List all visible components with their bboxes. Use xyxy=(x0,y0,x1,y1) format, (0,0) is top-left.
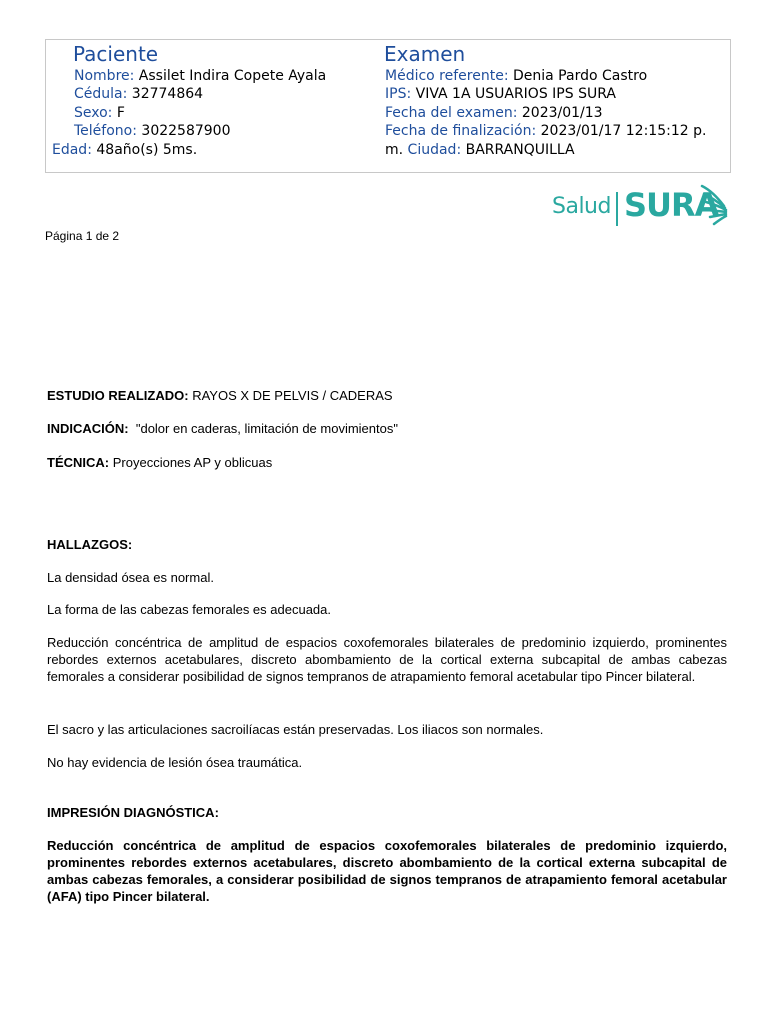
exam-date: 2023/01/13 xyxy=(521,105,603,121)
patient-name: Assilet Indira Copete Ayala xyxy=(138,68,327,84)
finding-item: El sacro y las articulaciones sacroilíacas están preservadas. Los iliacos son normales. xyxy=(47,722,544,737)
finding-item: No hay evidencia de lesión ósea traumática. xyxy=(47,755,303,770)
date-label: Fecha del examen: xyxy=(385,105,518,121)
exam-section-title: Examen xyxy=(384,42,466,66)
finding-item: La densidad ósea es normal. xyxy=(47,570,214,585)
study-label: ESTUDIO REALIZADO: xyxy=(47,388,189,403)
patient-sex-line xyxy=(74,104,125,122)
page-number: Página 1 de 2 xyxy=(45,229,120,243)
exam-city-line xyxy=(385,141,575,159)
exam-city: BARRANQUILLA xyxy=(465,142,575,158)
findings-heading: HALLAZGOS: xyxy=(47,537,133,552)
exam-doctor-line xyxy=(385,67,647,85)
id-label: Cédula: xyxy=(74,86,128,102)
impression-heading: IMPRESIÓN DIAGNÓSTICA: xyxy=(47,805,219,820)
exam-end-cont: m. xyxy=(385,142,404,158)
city-label: Ciudad: xyxy=(407,142,462,158)
ips-label: IPS: xyxy=(385,86,412,102)
study-line xyxy=(47,387,727,404)
patient-phone-line xyxy=(74,122,230,140)
exam-doctor: Denia Pardo Castro xyxy=(513,68,648,84)
exam-end-line xyxy=(385,122,706,140)
study-value: RAYOS X DE PELVIS / CADERAS xyxy=(192,388,393,403)
patient-name-line xyxy=(74,67,326,85)
impression-text: Reducción concéntrica de amplitud de espacios coxofemorales bilaterales de predominio izquierdo, prominentes rebordes externos acetabulares, discreto abombamiento de la cortical externa subcapital de ambas cabezas femorales, a considerar posibilidad de signos tempranos de atrapamiento femoral acetabular (AFA) tipo Pincer bilateral. xyxy=(47,838,727,904)
phone-label: Teléfono: xyxy=(74,123,137,139)
technique-line xyxy=(47,454,727,471)
technique-label: TÉCNICA: xyxy=(47,455,110,470)
finding-item: Reducción concéntrica de amplitud de espacios coxofemorales bilaterales de predominio izquierdo, prominentes rebordes externos acetabulares, discreto abombamiento de la cortical externa subcapital de ambas cabezas femorales a considerar posibilidad de signos tempranos de atrapamiento femoral acetabular tipo Pincer bilateral. xyxy=(47,635,727,684)
indication-line xyxy=(47,420,727,437)
exam-end: 2023/01/17 12:15:12 p. xyxy=(540,123,707,139)
age-label: Edad: xyxy=(52,142,92,158)
logo-salud-text: Salud xyxy=(552,194,611,219)
patient-section-title: Paciente xyxy=(73,42,159,66)
patient-id-line xyxy=(74,85,203,103)
exam-ips-line xyxy=(385,85,616,103)
logo-separator xyxy=(616,192,618,226)
doctor-label: Médico referente: xyxy=(385,68,509,84)
patient-id: 32774864 xyxy=(131,86,204,102)
sex-label: Sexo: xyxy=(74,105,113,121)
patient-phone: 3022587900 xyxy=(141,123,231,139)
exam-ips: VIVA 1A USUARIOS IPS SURA xyxy=(415,86,616,102)
logo-sura-text: SURA xyxy=(624,186,719,224)
technique-value: Proyecciones AP y oblicuas xyxy=(112,455,273,470)
patient-age-line xyxy=(52,141,197,159)
end-label: Fecha de finalización: xyxy=(385,123,537,139)
indication-label: INDICACIÓN: xyxy=(47,421,129,436)
patient-age: 48año(s) 5ms. xyxy=(96,142,198,158)
patient-exam-header xyxy=(45,39,731,173)
name-label: Nombre: xyxy=(74,68,135,84)
finding-item: La forma de las cabezas femorales es adecuada. xyxy=(47,602,332,617)
patient-sex: F xyxy=(116,105,125,121)
indication-value: "dolor en caderas, limitación de movimientos" xyxy=(135,421,398,436)
sura-wing-icon xyxy=(700,184,730,230)
salud-sura-logo xyxy=(550,180,735,232)
exam-date-line xyxy=(385,104,603,122)
